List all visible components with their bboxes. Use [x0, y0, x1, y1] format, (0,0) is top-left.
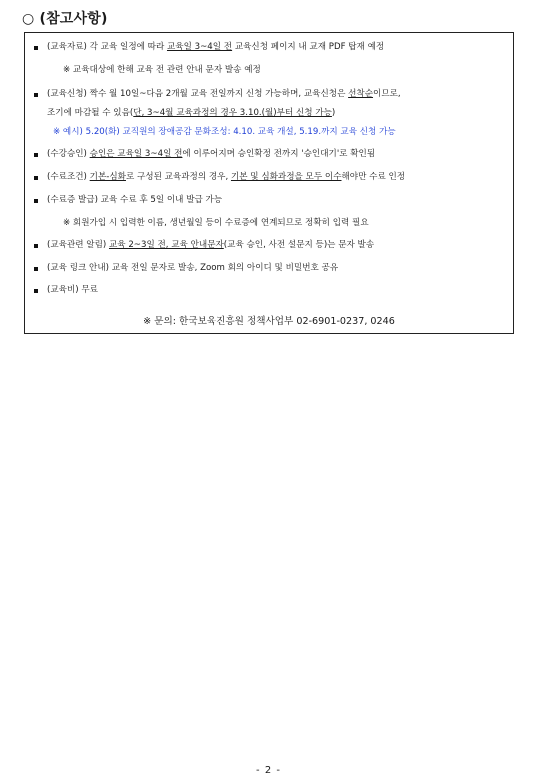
- bullet-marker: [34, 199, 38, 203]
- contact-info: ※ 문의: 한국보육진흥원 정책사업부 02-6901-0237, 0246: [143, 316, 395, 327]
- note-registration: (교육신청) 짝수 월 10일~다음 2개월 교육 전일까지 신청 가능하며, 교육신청은 선착순이므로,: [47, 89, 401, 99]
- note-completion: (수료조건) 기본-심화로 구성된 교육과정의 경우, 기본 및 심화과정을 모두 이수해야만 수료 인정: [47, 172, 406, 182]
- subnote-materials: ※ 교육대상에 한해 교육 전 관련 안내 문자 발송 예정: [63, 65, 261, 75]
- subnote-certificate: ※ 회원가입 시 입력한 이름, 생년월일 등이 수료증에 연계되므로 정확히 입력 필요: [63, 218, 369, 228]
- note-materials: (교육자료) 각 교육 일정에 따라 교육일 3~4일 전 교육신청 페이지 내 교재 PDF 탑재 예정: [47, 42, 385, 52]
- note-approval: (수강승인) 승인은 교육일 3~4일 전에 이루어지며 승인확정 전까지 '승인대기'로 확인됨: [47, 149, 376, 159]
- bullet-marker: [34, 289, 38, 293]
- note-certificate: (수료증 발급) 교육 수료 후 5일 이내 발급 가능: [47, 195, 223, 205]
- note-registration-cont: 조기에 마감될 수 있음(단, 3~4월 교육과정의 경우 3.10.(월)부터 신청 가능): [47, 108, 336, 118]
- section-title: ○ (참고사항): [22, 11, 108, 27]
- bullet-marker: [34, 267, 38, 271]
- note-notification: (교육관련 알림) 교육 2~3일 전, 교육 안내문자(교육 승인, 사전 설문지 등)는 문자 발송: [47, 240, 375, 250]
- bullet-marker: [34, 46, 38, 50]
- note-fee: (교육비) 무료: [47, 285, 98, 295]
- bullet-marker: [34, 153, 38, 157]
- bullet-marker: [34, 244, 38, 248]
- reference-notes-box: [24, 32, 514, 334]
- bullet-marker: [34, 93, 38, 97]
- bullet-marker: [34, 176, 38, 180]
- note-link: (교육 링크 안내) 교육 전일 문자로 발송, Zoom 회의 아이디 및 비밀번호 공유: [47, 263, 339, 273]
- page-number: - 2 -: [256, 765, 281, 776]
- subnote-example: ※ 예시) 5.20(화) 교직원의 장애공감 문화조성: 4.10. 교육 개설, 5.19.까지 교육 신청 가능: [53, 127, 396, 137]
